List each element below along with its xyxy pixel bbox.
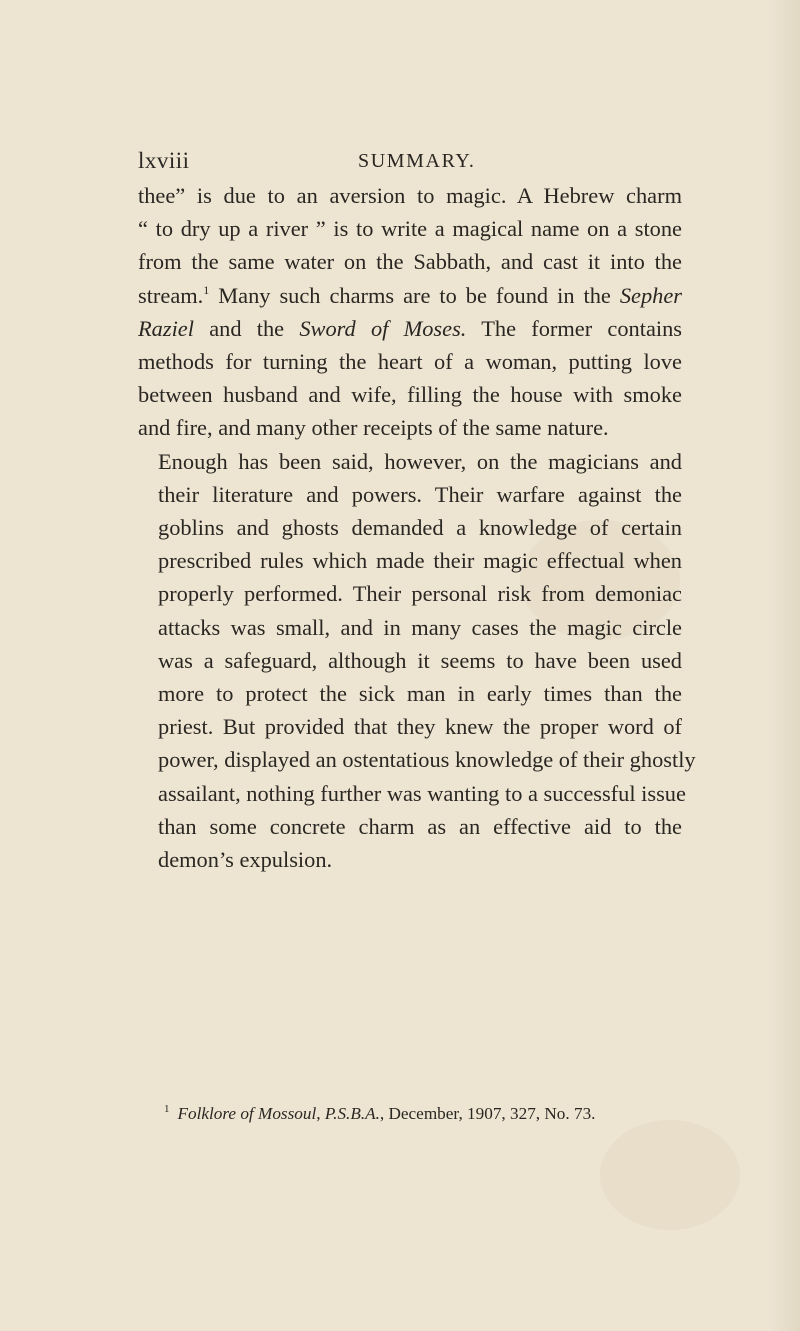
running-title: SUMMARY. <box>358 150 476 172</box>
text-line: assailant, nothing further was wanting to a successful issue <box>158 780 686 806</box>
text-line: more to protect the sick man in early times than the <box>158 681 682 707</box>
text-line: goblins and ghosts demanded a knowledge of certain <box>158 515 682 541</box>
text-line: priest. But provided that they knew the proper word of <box>158 714 682 740</box>
text-line: thee” is due to an aversion to magic. A Hebrew charm <box>138 183 682 208</box>
text-line: from the same water on the Sabbath, and cast it into the <box>138 249 682 275</box>
book-title: Raziel <box>138 315 194 341</box>
paragraph <box>138 179 682 445</box>
text-line <box>138 312 682 345</box>
footnote-mark: 1 <box>164 1103 170 1115</box>
footnote-journal: P.S.B.A. <box>324 1104 380 1123</box>
page-number: lxviii <box>138 148 190 173</box>
body-text <box>138 179 696 876</box>
footnote-reference: 1 <box>203 282 210 297</box>
text-line: power, displayed an ostentatious knowledge of their ghostly <box>158 747 696 773</box>
text-run: The former contains <box>466 315 683 341</box>
footnote <box>164 1097 704 1126</box>
text-line: methods for turning the heart of a woman, putting love <box>138 349 682 375</box>
text-line: their literature and powers. Their warfare against the <box>158 481 682 507</box>
text-line <box>138 279 682 312</box>
text-run: stream. <box>138 282 204 308</box>
footnote-separator: , <box>316 1104 325 1123</box>
text-line: prescribed rules which made their magic effectual when <box>158 548 682 574</box>
text-run: and the <box>193 315 300 341</box>
text-line: attacks was small, and in many cases the magic circle <box>158 614 682 640</box>
text-line: between husband and wife, filling the house with smoke <box>138 382 682 408</box>
text-line: properly performed. Their personal risk from demoniac <box>158 581 682 607</box>
text-line: was a safeguard, although it seems to have been used <box>158 647 682 673</box>
text-line: demon’s expulsion. <box>158 847 333 873</box>
text-line: “ to dry up a river ” is to write a magical name on a stone <box>138 216 682 242</box>
text-line: Enough has been said, however, on the magicians and <box>158 448 682 474</box>
paper-stain <box>600 1120 740 1230</box>
paragraph <box>138 445 696 877</box>
book-title: Sepher <box>619 282 682 308</box>
text-line: and fire, and many other receipts of the same nature. <box>138 415 609 441</box>
text-line: than some concrete charm as an effective aid to the <box>158 813 682 839</box>
text-run: Many such charms are to be found in the <box>209 282 620 308</box>
book-title: Sword of Moses. <box>299 315 467 341</box>
footnote-title: Folklore of Mossoul <box>177 1104 317 1123</box>
footnote-citation: , December, 1907, 327, No. 73. <box>379 1104 596 1123</box>
